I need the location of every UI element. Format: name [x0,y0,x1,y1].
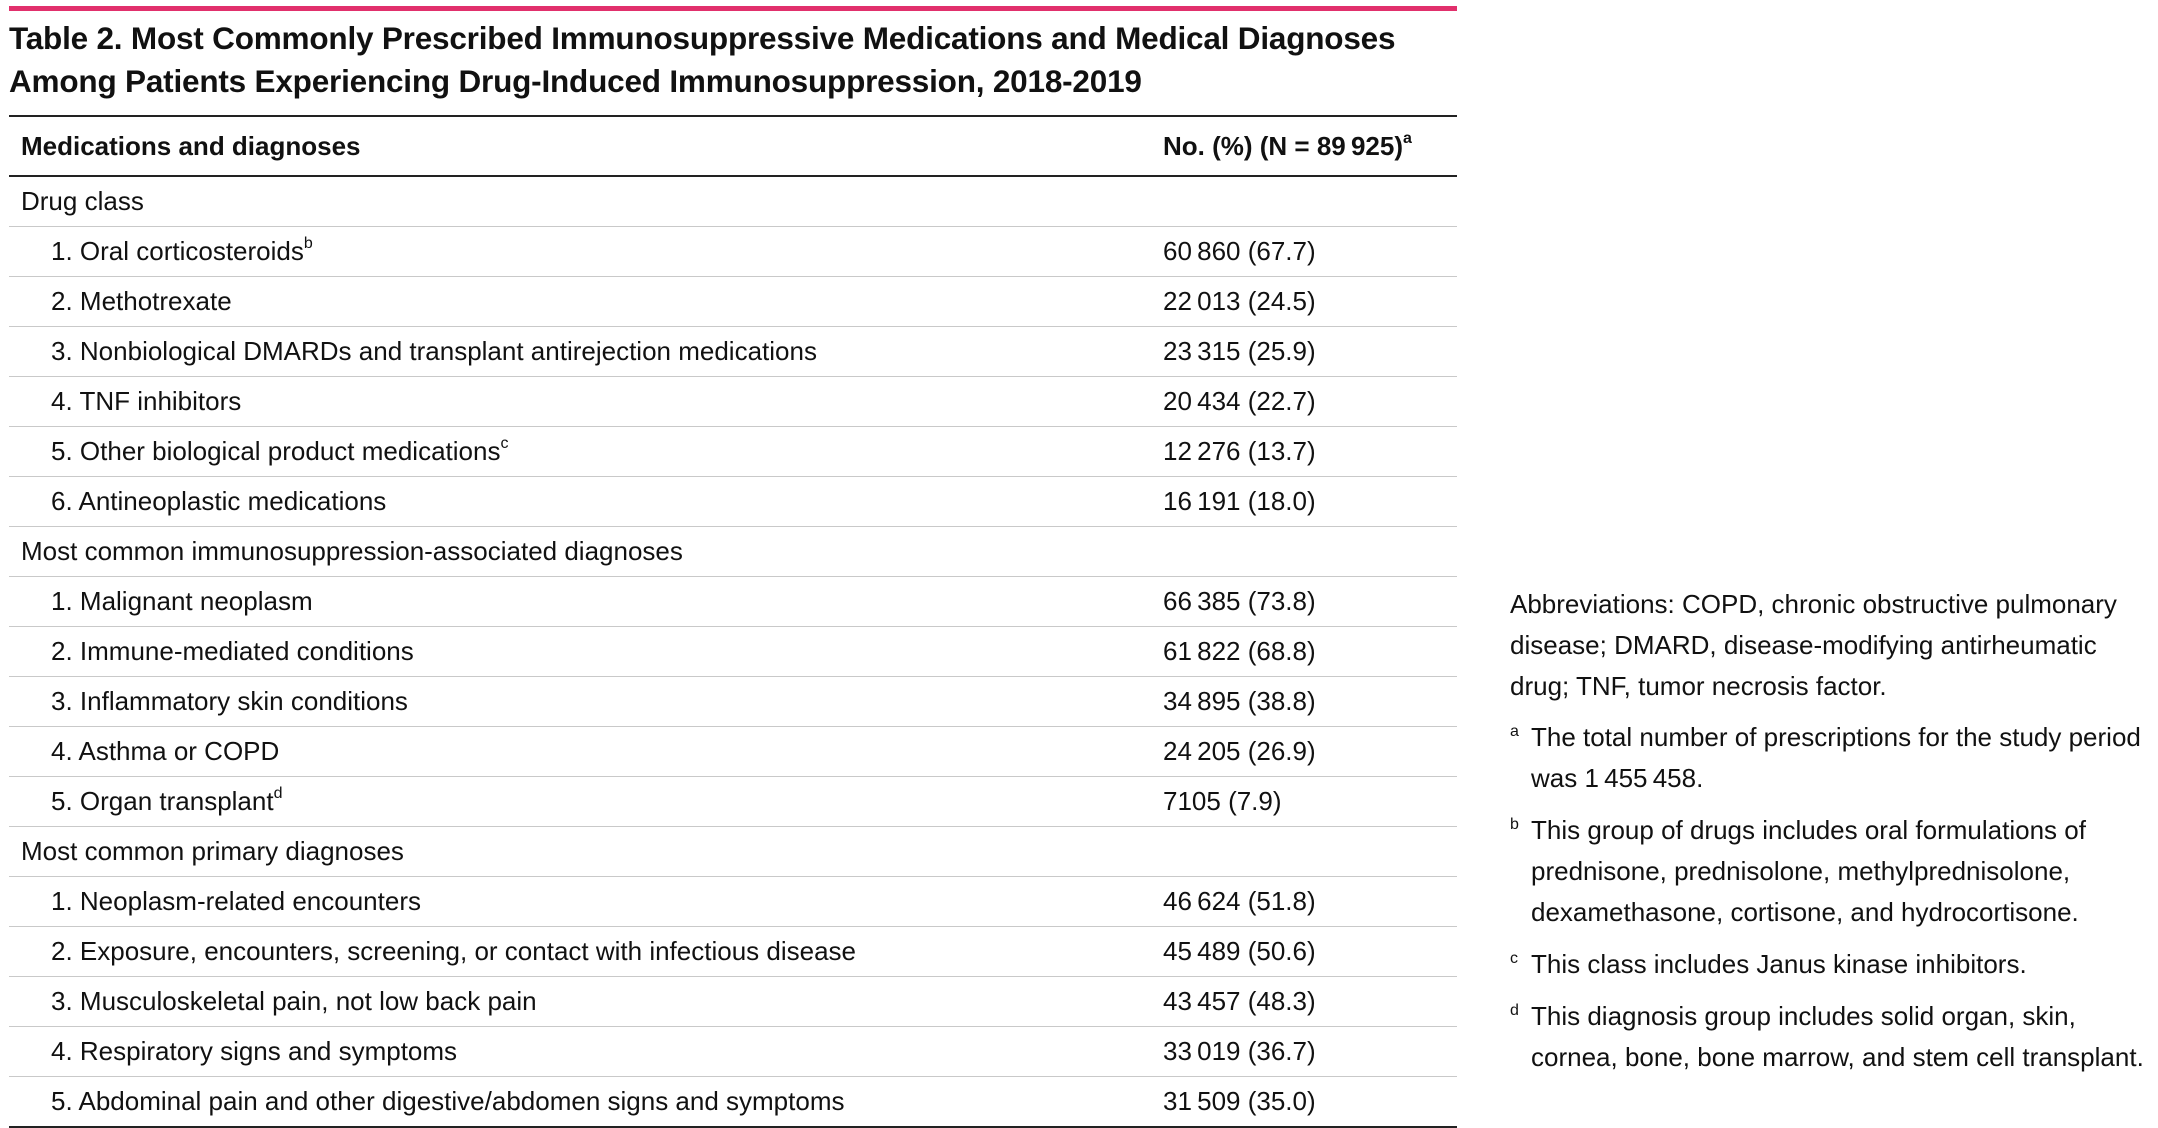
header-label: Medications and diagnoses [21,130,361,161]
row-label: 1. Oral corticosteroids$^b$ [51,235,313,266]
row-label: 3. Inflammatory skin conditions [51,686,408,716]
table-row [9,576,1457,626]
table-row [9,876,1457,926]
row-value: 16 191 (18.0) [1163,486,1316,516]
section-label: Most common primary diagnoses [21,836,404,866]
footnote-mark: c [500,435,509,453]
table-row [9,626,1457,676]
footnote-mark: c [1510,950,1518,967]
row-label: 2. Immune-mediated conditions [51,636,414,666]
table-notes [1510,584,2150,1089]
row-label: 5. Organ transplant$^d$ [51,785,283,816]
table-body [9,177,1457,1126]
abbreviations-note: Abbreviations: COPD, chronic obstructive pulmonary disease; DMARD, disease-modifying antirheumatic drug; TNF, tumor necrosis factor. [1510,589,2117,701]
row-value: 20 434 (22.7) [1163,386,1316,416]
row-value: 31 509 (35.0) [1163,1086,1316,1116]
row-label: 1. Neoplasm-related encounters [51,886,421,916]
row-label: 3. Nonbiological DMARDs and transplant antirejection medications [51,336,817,366]
header-footnote-mark: a [1403,129,1412,147]
footnote [1510,944,2150,985]
row-value: 46 624 (51.8) [1163,886,1316,916]
row-label: 4. TNF inhibitors [51,386,242,416]
table-row [9,1076,1457,1126]
table-container [9,6,1457,1128]
footnote-text: This diagnosis group includes solid organ, skin, cornea, bone, bone marrow, and stem cell transplant. [1531,1001,2144,1072]
row-label: 5. Other biological product medications$^c$ [51,435,509,466]
row-value: 45 489 (50.6) [1163,936,1316,966]
row-value: 24 205 (26.9) [1163,736,1316,766]
table-row [9,676,1457,726]
row-value: 61 822 (68.8) [1163,636,1316,666]
row-label: 4. Respiratory signs and symptoms [51,1036,458,1066]
row-label: 6. Antineoplastic medications [51,486,387,516]
footnote-mark: a [1510,723,1519,740]
row-value: 43 457 (48.3) [1163,986,1316,1016]
table-row [9,926,1457,976]
table-title: Table 2. Most Commonly Prescribed Immunosuppressive Medications and Medical Diagnoses Among Patients Experiencing Drug-Induced Immunosuppression, 2018-2019 [9,20,1396,99]
section-label: Drug class [21,186,144,216]
footnote-mark: b [303,235,313,253]
table-row [9,226,1457,276]
footnote-text: This class includes Janus kinase inhibitors. [1531,949,2027,979]
table-row [9,976,1457,1026]
accent-bar [9,6,1457,11]
row-label: 2. Exposure, encounters, screening, or contact with infectious disease [51,936,856,966]
row-label: 5. Abdominal pain and other digestive/abdomen signs and symptoms [51,1086,845,1116]
row-label: 3. Musculoskeletal pain, not low back pain [51,986,537,1016]
section-row [9,826,1457,876]
table-row [9,776,1457,826]
table-row [9,726,1457,776]
table-row [9,376,1457,426]
footnote [1510,810,2150,933]
row-value: 60 860 (67.7) [1163,236,1316,266]
row-value: 33 019 (36.7) [1163,1036,1316,1066]
table-row [9,1026,1457,1076]
row-label: 2. Methotrexate [51,286,232,316]
section-row [9,177,1457,226]
footnote-text: This group of drugs includes oral formulations of prednisone, prednisolone, methylprednisolone, dexamethasone, cortisone, and hydrocortisone. [1531,815,2086,927]
row-label: 1. Malignant neoplasm [51,586,313,616]
footnotes-list [1510,717,2150,1078]
row-value: 34 895 (38.8) [1163,686,1316,716]
footnote-mark: b [1510,816,1519,833]
footnote-mark: d [273,785,283,803]
table-header [9,117,1457,175]
footnote-text: The total number of prescriptions for the study period was 1 455 458. [1531,722,2141,793]
row-value: 22 013 (24.5) [1163,286,1316,316]
row-value: 23 315 (25.9) [1163,336,1316,366]
row-value: 12 276 (13.7) [1163,436,1316,466]
row-value: 7105 (7.9) [1163,786,1282,816]
footnote-mark: d [1510,1002,1519,1019]
table-row [9,476,1457,526]
section-label: Most common immunosuppression-associated diagnoses [21,536,683,566]
footnote [1510,996,2150,1078]
section-row [9,526,1457,576]
row-label: 4. Asthma or COPD [51,736,280,766]
table-row [9,276,1457,326]
header-value: No. (%) (N = 89 925)$^a$ [1163,129,1412,161]
table-row [9,326,1457,376]
row-value: 66 385 (73.8) [1163,586,1316,616]
table-row [9,426,1457,476]
footnote [1510,717,2150,799]
